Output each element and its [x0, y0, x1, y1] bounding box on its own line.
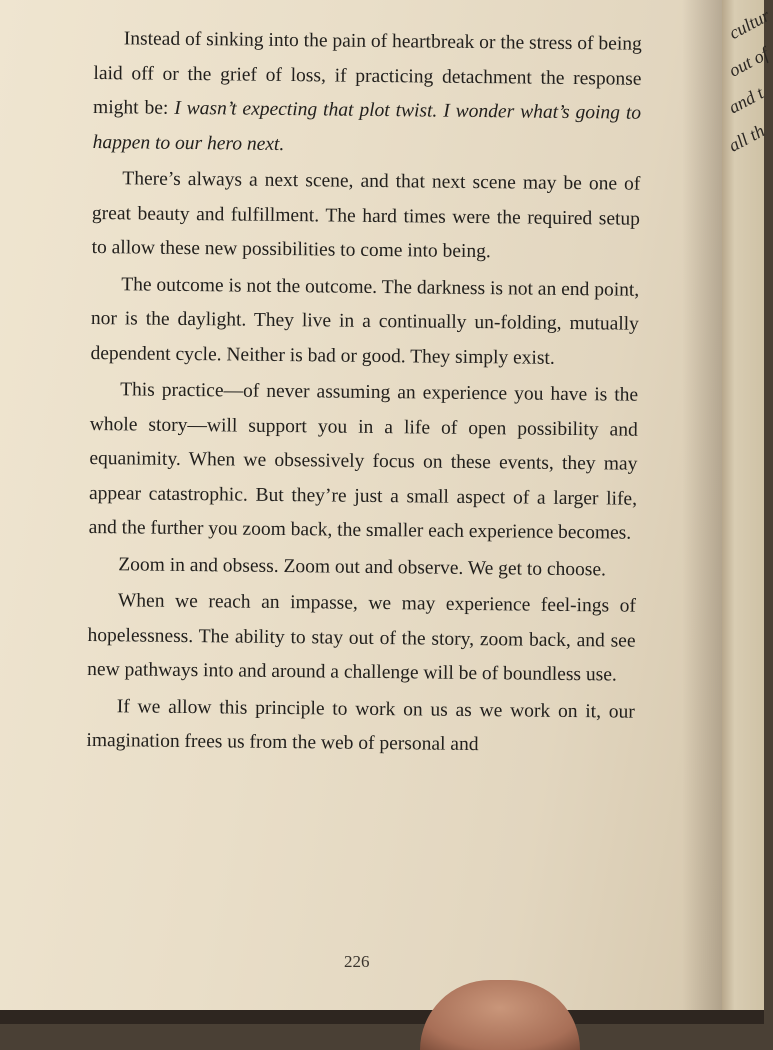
paragraph-5: Zoom in and obsess. Zoom out and observe. We get to choose.	[118, 553, 607, 580]
paragraph-1	[93, 22, 642, 166]
next-page-fragment: all th	[725, 120, 768, 156]
next-page-fragment: out of	[725, 43, 772, 81]
paragraph-3: The outcome is not the outcome. The darkness is not an end point, nor is the daylight. They live in a continually un-folding, mutually dependent cycle. Neither is bad or good. They simply exist.	[90, 273, 640, 369]
page-edge-shadow	[682, 0, 722, 1010]
paragraph-4: This practice—of never assuming an experience you have is the whole story—will support you in a life of open possibility and equanimity. When we obsessively focus on these events, they may appear catastrophic. But they’re just a small aspect of a larger life, and the further you zoom back, the smaller each experience becomes.	[88, 379, 639, 544]
paragraph-1-italic: I wasn’t expecting that plot twist. I wonder what’s going to happen to our hero next.	[92, 97, 642, 155]
paragraph-2: There’s always a next scene, and that next scene may be one of great beauty and fulfillment. The hard times were the required setup to allow these new possibilities to come into being.	[91, 168, 641, 263]
book-bottom-edge	[0, 1010, 764, 1024]
page-number: 226	[344, 952, 370, 971]
paragraph-6: When we reach an impasse, we may experience feel-ings of hopelessness. The ability to stay out of the story, zoom back, and see new pathways into and around a challenge will be of boundless use.	[87, 590, 637, 686]
next-page-fragment: cultur	[725, 5, 773, 43]
paragraph-7: If we allow this principle to work on us as we work on it, our imagination frees us from the web of personal and	[86, 695, 635, 756]
next-page-fragment: and t	[725, 82, 767, 118]
page-body-text	[86, 22, 642, 764]
paragraph-1-text: Instead of sinking into the pain of heartbreak or the stress of being laid off or the grief of loss, if practicing detachment the response might be:	[92, 28, 642, 119]
next-page-edge	[722, 0, 773, 1024]
